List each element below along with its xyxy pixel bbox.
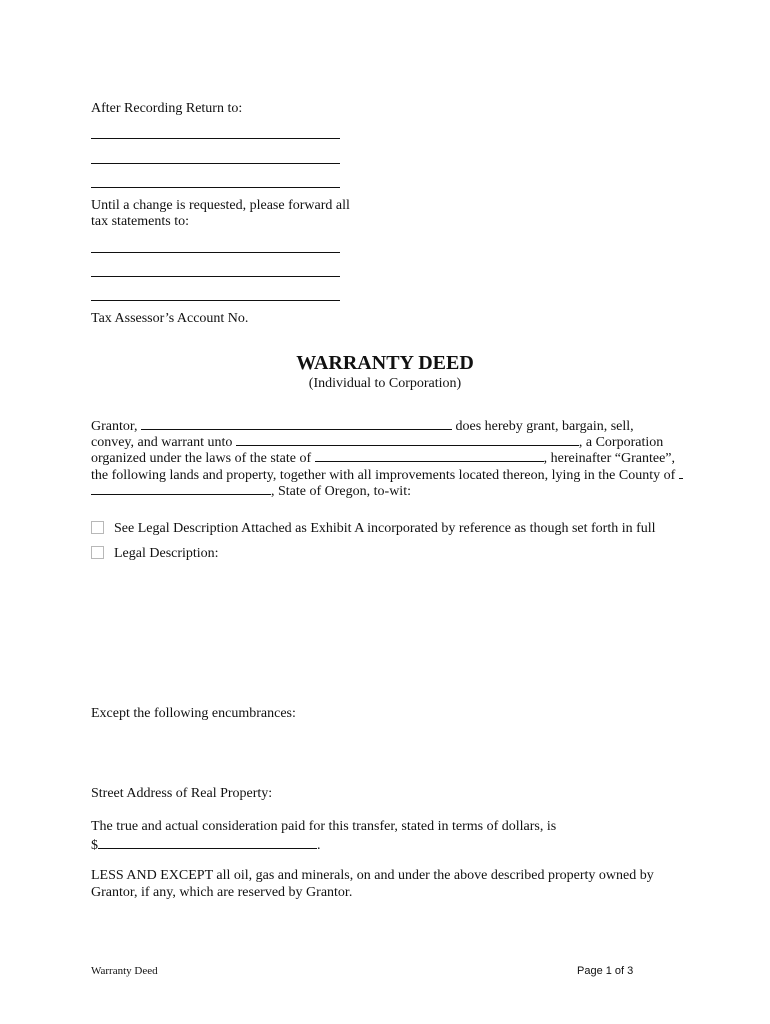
exhibit-a-label: See Legal Description Attached as Exhibit A incorporated by reference as though set forth in full [114,521,656,536]
grantor-name-field[interactable] [141,416,452,430]
tax-forward-label-line1: Until a change is requested, please forward all [91,198,350,213]
consideration-text: The true and actual consideration paid for this transfer, stated in terms of dollars, is [91,819,557,834]
grantor-label: Grantor, [91,419,138,434]
county-name-field[interactable] [91,481,271,495]
document-subtitle: (Individual to Corporation) [308,376,462,391]
consideration-period: . [317,838,321,853]
convey-text: convey, and warrant unto [91,435,236,450]
footer-document-name: Warranty Deed [91,965,158,977]
document-title: WARRANTY DEED [296,352,474,374]
return-address-line-2[interactable] [91,163,340,164]
street-address-label: Street Address of Real Property: [91,786,273,801]
tax-address-line-1[interactable] [91,252,340,253]
dollar-sign: $ [91,838,98,853]
consideration-amount-line [91,835,321,854]
tax-account-label: Tax Assessor’s Account No. [91,311,249,326]
grantee-text: , hereinafter “Grantee”, [543,451,676,466]
grant-text: does hereby grant, bargain, sell, [451,419,634,434]
encumbrances-label: Except the following encumbrances: [91,706,296,721]
legal-description-checkbox[interactable] [91,546,104,559]
return-address-line-1[interactable] [91,138,340,139]
oregon-text: , State of Oregon, to-wit: [271,484,411,499]
less-except-line1: LESS AND EXCEPT all oil, gas and minerals, on and under the above described property owned by [91,868,654,883]
tax-address-line-2[interactable] [91,276,340,277]
footer-page-indicator: Page 1 of 3 [577,965,634,977]
tax-forward-label-line2: tax statements to: [91,214,189,229]
organized-text: organized under the laws of the state of [91,451,315,466]
return-address-line-3[interactable] [91,187,340,188]
county-field-start[interactable] [679,465,683,479]
oregon-sentence [91,481,411,500]
state-of-incorporation-field[interactable] [315,448,544,462]
consideration-amount-field[interactable] [98,835,317,849]
corporation-text: , a Corporation [578,435,664,450]
grantee-name-field[interactable] [236,432,579,446]
lands-text: the following lands and property, together with all improvements located thereon, lying in the County of [91,468,676,483]
tax-address-line-3[interactable] [91,300,340,301]
less-except-line2: Grantor, if any, which are reserved by Grantor. [91,885,353,900]
after-recording-label: After Recording Return to: [91,101,243,116]
exhibit-a-checkbox[interactable] [91,521,104,534]
legal-description-label: Legal Description: [114,546,219,561]
